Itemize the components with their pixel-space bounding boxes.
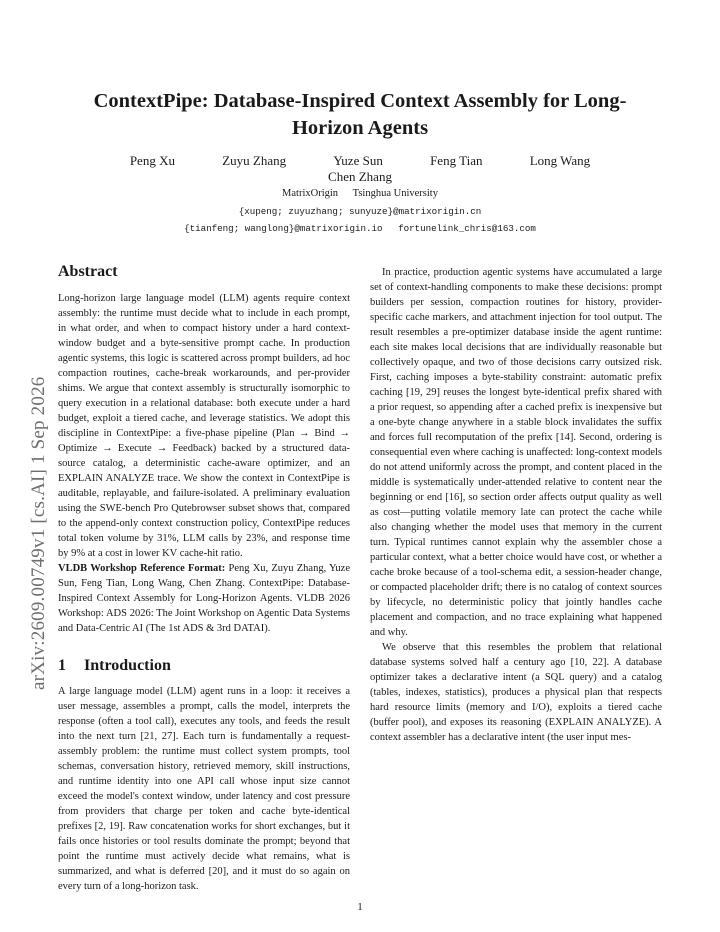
section-number: 1 — [58, 657, 66, 674]
email: {tianfeng; wanglong}@matrixorigin.io — [184, 223, 383, 234]
intro-paragraph-1: A large language model (LLM) agent runs in a loop: it receives a user message, assembles a prompt, calls the model, interprets the response (often a tool call), executes any tools, and feeds the result into the next turn [21, 27]. Each turn is fundamentally a request-assembly problem: the runtime must collect system prompts, tool schemas, conversation history, retrieved memory, skill instructions, and runtime identity into one API call whose input size cannot exceed the model's context window, under latency and cost pressure from providers that charge per token and cache byte-identical prefixes [2, 19]. Raw concatenation works for short exchanges, but it fails once histories or tool results dominate the prompt; beyond that point the runtime must actively decide what remains, what is summarized, and what is deferred [20], and it must do so again on every turn of a long-horizon task. — [58, 686, 350, 892]
author-name: Yuze Sun — [333, 153, 383, 168]
author-name: Feng Tian — [430, 153, 483, 168]
author-name: Chen Zhang — [328, 169, 392, 184]
intro-paragraph-2: In practice, production agentic systems have accumulated a large set of context-handling components to make these decisions: prompt builders per session, compaction routines for history, provider-specific cache markers, and attachment injection for tool output. The result resembles a pre-optimizer database inside the agent runtime: each site makes local decisions that are individually reasonable but collectively opaque, and two of those decisions carry outsized risk. First, caching imposes a byte-stability constraint: automatic prefix caching [19, 29] reuses the longest byte-identical prefix shared with a prior request, so appending after a cached prefix is inexpensive but a one-byte change anywhere in a stable block invalidates the suffix and forces full recomputation of the prefix [14]. Second, ordering is consequential even where caching is unaffected: long-context models do not attend uniformly across the prompt, and content placed in the middle is systematically under-attended relative to content near the beginning or end [16], so section order affects output quality as well as cost—putting volatile memory late can protect the cache while also changing whether the model uses that memory in the current turn. Typical runtimes cannot explain why the assembler chose a particular context, what a better choice would have cost, or whether a cache broke because of a tool-schema edit, a session-header change, or compacted placeholder drift; there is no catalog of context sources by lifecycle, no deterministic policy that jointly handles cache placement and compaction, and no trace explaining what happened and why. — [370, 267, 662, 638]
paper-title: ContextPipe: Database-Inspired Context Assembly for Long-Horizon Agents — [93, 90, 627, 139]
affiliation: Tsinghua University — [352, 188, 438, 199]
author-name: Peng Xu — [129, 153, 175, 168]
reference-format-text: Peng Xu, Zuyu Zhang, Yuze Sun, Feng Tian, Long Wang, Chen Zhang. ContextPipe: Database-Inspired Context Assembly for Long-Horizon Agents. VLDB 2026 Workshop: ADS 2026: The Joint Workshop on Agentic Data Systems and Data-Centric AI (The 1st ADS & 3rd DATAI). — [58, 563, 351, 634]
arxiv-identifier: arXiv:2609.00749v1 [cs.AI] 1 Sep 2026 — [28, 376, 49, 690]
abstract-heading: Abstract — [58, 263, 118, 280]
author-name: Zuyu Zhang — [222, 153, 287, 168]
author-name: Long Wang — [529, 153, 591, 168]
abstract-text: Long-horizon large language model (LLM) agents require context assembly: the runtime must decide what to include in each prompt, in what order, and when to compact history under a hard context-window budget and a byte-sensitive prompt cache. In production agentic systems, this logic is scattered across prompt builders, ad hoc compaction routines, cache-break workarounds, and per-provider shims. We argue that context assembly is structurally isomorphic to query execution in a relational database: both execute under a hard budget, exploit a tiered cache, and leverage statistics. We adopt this discipline in ContextPipe: a five-phase pipeline (Plan → Bind → Optimize → Execute → Feedback) backed by a structured data-source catalog, a deterministic cache-aware optimizer, and an EXPLAIN ANALYZE trace. We show the context in ContextPipe is auditable, replayable, and failure-isolated. A preliminary evaluation using the SWE-bench Pro Qutebrowser subset shows that, compared to the append-only context construction policy, ContextPipe reduces total token volume by 31%, LLM calls by 23%, and response time by 9% at a cost in lower KV cache-hit ratio. — [58, 293, 350, 559]
affiliation: MatrixOrigin — [282, 188, 339, 199]
section-title: Introduction — [84, 657, 171, 674]
email: fortunelink_chris@163.com — [398, 223, 536, 234]
affiliations — [60, 187, 660, 201]
email-line — [60, 206, 660, 218]
intro-paragraph-3: We observe that this resembles the problem that relational database systems solved half a century ago [10, 22]. A database optimizer takes a declarative intent (a SQL query) and a catalog (tables, indexes, statistics), produces a physical plan that respects hard resource limits (memory and I/O), exploits a tiered cache (buffer pool), and exposes its reasoning (EXPLAIN ANALYZE). A context assembler has a declarative intent (the user input mes- — [370, 642, 662, 743]
page-number: 1 — [357, 901, 363, 913]
email: {xupeng; zuyuzhang; sunyuze}@matrixorigin.cn — [238, 206, 482, 217]
author-list — [60, 153, 660, 185]
right-column — [370, 265, 662, 745]
introduction-heading — [58, 656, 350, 676]
reference-format-label: VLDB Workshop Reference Format: — [58, 563, 226, 574]
reference-format — [58, 561, 350, 636]
email-line — [60, 223, 660, 235]
left-column — [58, 262, 350, 894]
